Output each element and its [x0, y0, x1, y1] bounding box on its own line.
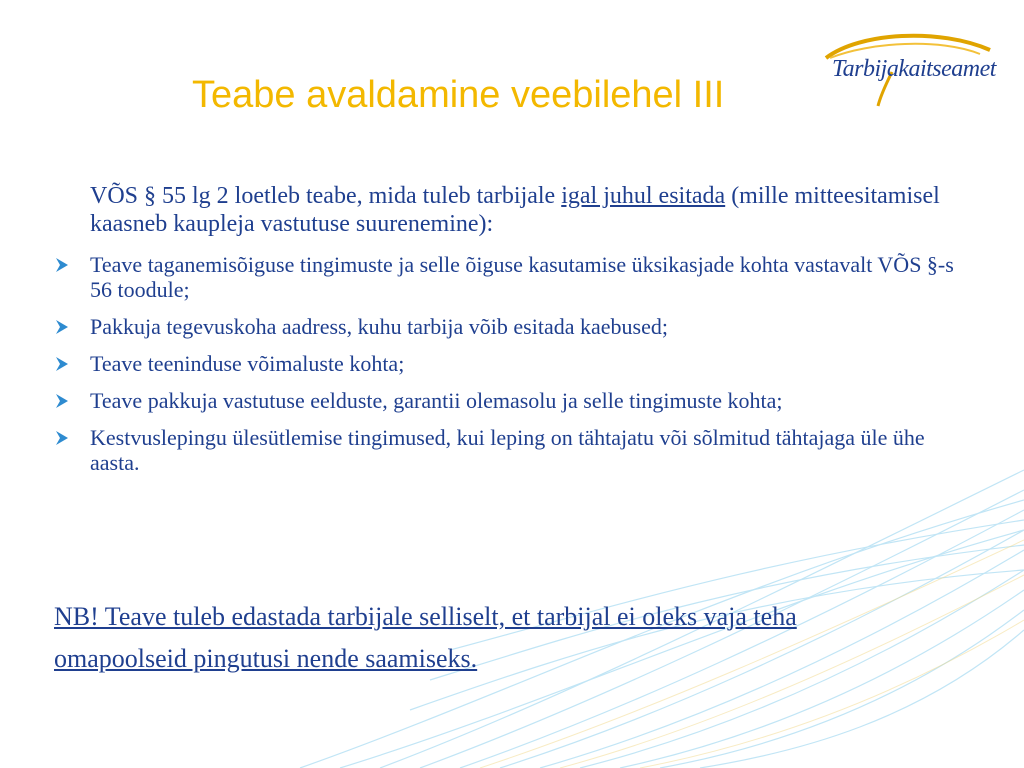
intro-text-after: (mille mitteesitamisel kaasneb kaupleja vastutuse suurenemine):: [90, 183, 940, 237]
list-item-text: Teave teeninduse võimaluste kohta;: [90, 351, 405, 376]
slide-content: [54, 182, 954, 487]
slide-title: Teabe avaldamine veebilehel III: [192, 74, 725, 116]
arrow-bullet-icon: [54, 355, 70, 373]
list-item: [54, 351, 954, 376]
list-item-text: Pakkuja tegevuskoha aadress, kuhu tarbija võib esitada kaebused;: [90, 314, 668, 339]
arrow-bullet-icon: [54, 256, 70, 274]
list-item: [54, 252, 954, 302]
logo-text: Tarbijakaitseamet: [832, 56, 996, 82]
arrow-bullet-icon: [54, 318, 70, 336]
list-item-text: Teave pakkuja vastutuse eelduste, garantii olemasolu ja selle tingimuste kohta;: [90, 388, 783, 413]
list-item-text: Teave taganemisõiguse tingimuste ja selle õiguse kasutamise üksikasjade kohta vastavalt VÕS §-s 56 toodule;: [90, 252, 954, 302]
note-text: NB! Teave tuleb edastada tarbijale selliselt, et tarbijal ei oleks vaja teha omapoolseid pingutusi nende saamiseks.: [54, 602, 797, 673]
arrow-bullet-icon: [54, 429, 70, 447]
list-item: [54, 314, 954, 339]
list-item: [54, 388, 954, 413]
bullet-list: [54, 252, 954, 475]
intro-underlined-text: igal juhul esitada: [561, 183, 726, 209]
list-item: [54, 425, 954, 475]
intro-text-before: VÕS § 55 lg 2 loetleb teabe, mida tuleb tarbijale: [90, 183, 562, 209]
intro-paragraph: [90, 182, 954, 238]
arrow-bullet-icon: [54, 392, 70, 410]
list-item-text: Kestvuslepingu ülesütlemise tingimused, kui leping on tähtajatu või sõlmitud tähtajaga üle ühe aasta.: [90, 425, 925, 475]
